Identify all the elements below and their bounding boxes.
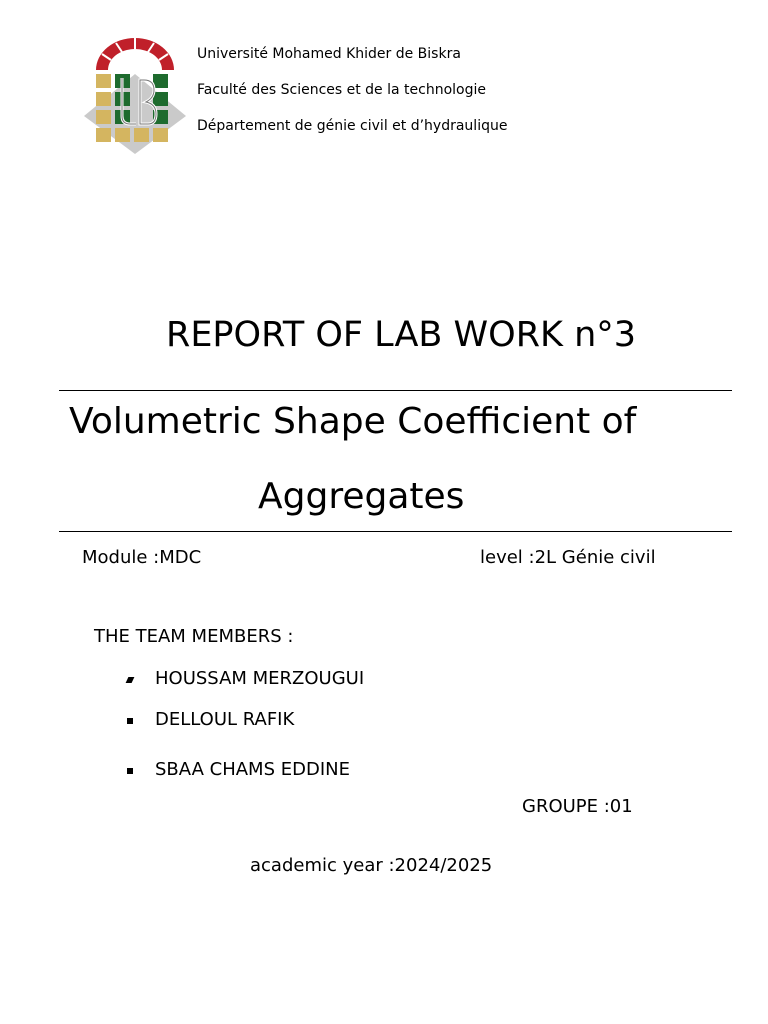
report-title: REPORT OF LAB WORK n°3: [166, 315, 637, 355]
team-member-name: DELLOUL RAFIK: [155, 709, 295, 730]
department-name: Département de génie civil et d’hydraulique: [197, 118, 508, 134]
bottom-divider: [59, 531, 732, 532]
module-label: Module :MDC: [82, 547, 202, 568]
subject-line-2: Aggregates: [258, 476, 465, 517]
subject-line-1: Volumetric Shape Coefficient of: [69, 401, 637, 442]
team-heading: THE TEAM MEMBERS :: [94, 626, 294, 647]
university-logo-icon: [84, 36, 186, 154]
team-member-name: SBAA CHAMS EDDINE: [155, 759, 350, 780]
bullet-icon: [127, 718, 133, 724]
top-divider: [59, 390, 732, 391]
university-name: Université Mohamed Khider de Biskra: [197, 46, 461, 62]
level-label: level :2L Génie civil: [480, 547, 656, 568]
bullet-icon: [127, 768, 133, 774]
bullet-icon: [126, 677, 135, 683]
academic-year: academic year :2024/2025: [250, 855, 493, 876]
team-member-name: HOUSSAM MERZOUGUI: [155, 668, 365, 689]
faculty-name: Faculté des Sciences et de la technologie: [197, 82, 486, 98]
group-label: GROUPE :01: [522, 796, 633, 817]
